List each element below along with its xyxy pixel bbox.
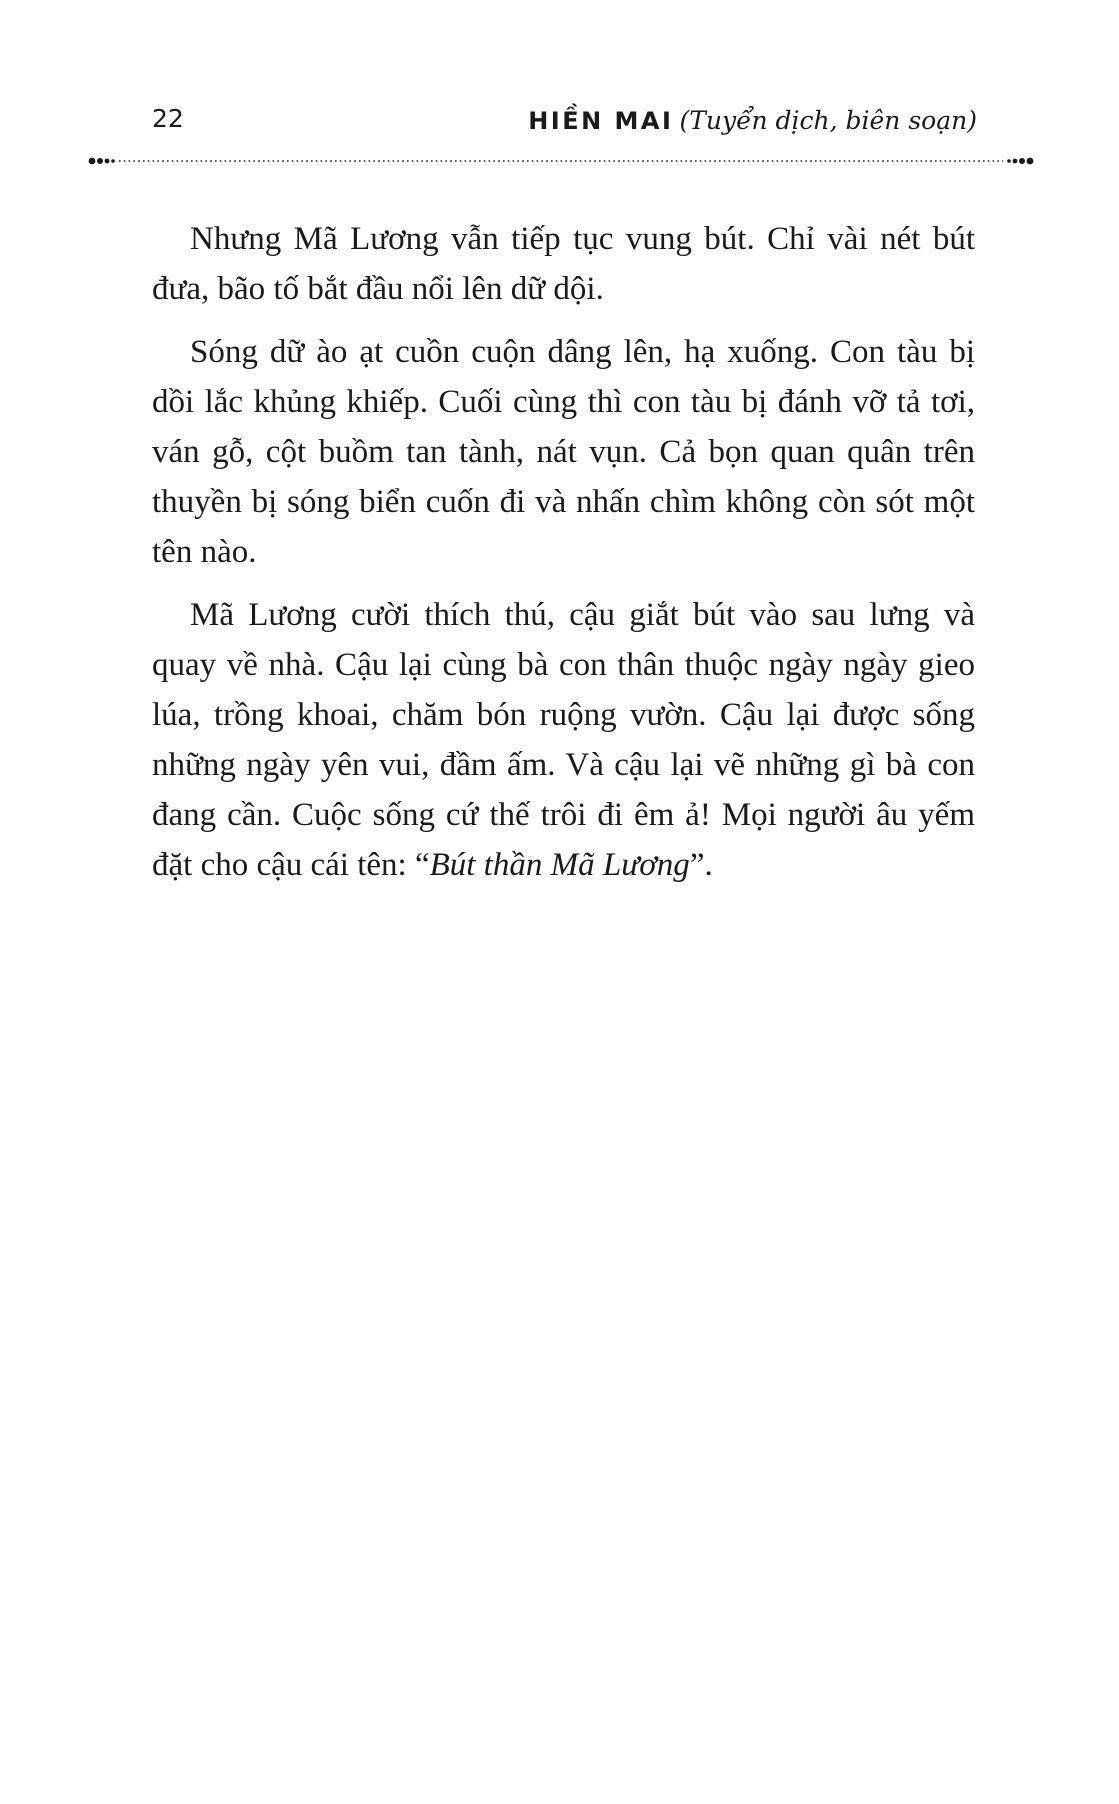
paragraph-3 bbox=[152, 590, 975, 890]
paragraph-3-closing: ”. bbox=[689, 847, 713, 883]
page-number: 22 bbox=[152, 104, 184, 133]
paragraph-3-emphasis: Bút thần Mã Lương bbox=[429, 847, 690, 883]
running-head bbox=[528, 104, 977, 142]
body-text bbox=[152, 214, 975, 903]
header-dotted-rule bbox=[86, 154, 1036, 168]
running-head-author: HIỀN MAI bbox=[528, 107, 674, 135]
paragraph-2: Sóng dữ ào ạt cuồn cuộn dâng lên, hạ xuống. Con tàu bị dồi lắc khủng khiếp. Cuối cùng thì con tàu bị đánh vỡ tả tơi, ván gỗ, cột buồm tan tành, nát vụn. Cả bọn quan quân trên thuyền bị sóng biển cuốn đi và nhấn chìm không còn sót một tên nào. bbox=[152, 334, 975, 570]
paragraph-1: Nhưng Mã Lương vẫn tiếp tục vung bút. Chỉ vài nét bút đưa, bão tố bắt đầu nổi lên dữ dội. bbox=[152, 221, 975, 307]
paragraph-3-text: Mã Lương cười thích thú, cậu giắt bút vào sau lưng và quay về nhà. Cậu lại cùng bà con thân thuộc ngày ngày gieo lúa, trồng khoai, chăm bón ruộng vườn. Cậu lại được sống những ngày yên vui, đầm ấm. Và cậu lại vẽ những gì bà con đang cần. Cuộc sống cứ thế trôi đi êm ả! Mọi người âu yếm đặt cho cậu cái tên: “ bbox=[152, 597, 975, 883]
running-head-role: (Tuyển dịch, biên soạn) bbox=[679, 106, 977, 135]
